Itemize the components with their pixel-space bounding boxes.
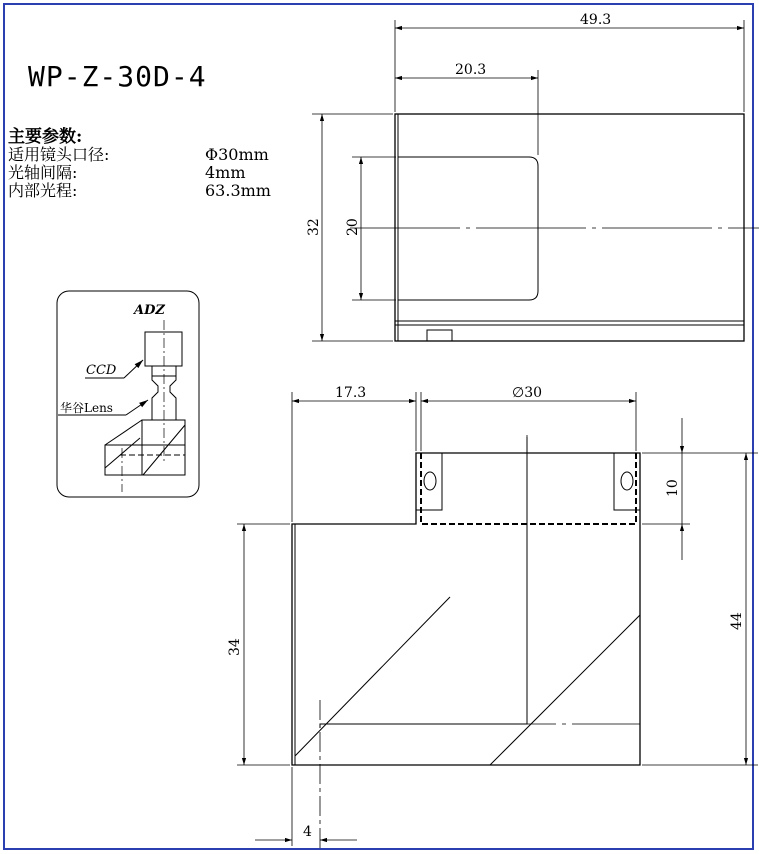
dim-top-height: 32 <box>306 218 322 236</box>
inset-diagram <box>57 291 199 497</box>
front-bore-hidden <box>421 453 636 524</box>
param-value: Φ30mm <box>205 145 269 164</box>
param-value: 4mm <box>205 163 246 182</box>
inset-lens-label: 华谷Lens <box>60 401 113 415</box>
dim-top-inner: 20.3 <box>455 62 487 78</box>
dim-front-body: 34 <box>227 638 243 656</box>
top-view <box>312 20 759 341</box>
front-prism-edge-2 <box>490 615 640 765</box>
front-prism-edge-1 <box>295 597 450 756</box>
inset-prism-upper <box>142 420 185 475</box>
inset-border <box>57 291 199 497</box>
inset-ccd-label: CCD <box>86 363 117 378</box>
front-view <box>237 392 758 850</box>
front-flange-left <box>416 453 442 510</box>
top-view-outline <box>395 114 744 341</box>
front-internal-path <box>320 437 527 728</box>
param-key: 内部光程: <box>8 181 78 200</box>
param-key: 光轴间隔: <box>8 163 78 182</box>
front-hole-left <box>424 472 436 490</box>
param-key: 适用镜头口径: <box>8 145 110 164</box>
front-view-outline <box>292 453 640 765</box>
params-heading: 主要参数: <box>8 127 83 147</box>
inset-title: ADZ <box>134 303 165 318</box>
dim-front-total: 44 <box>729 612 745 630</box>
dim-front-bore: ∅30 <box>512 385 543 401</box>
front-hole-right <box>621 472 633 490</box>
inset-prism-lower <box>105 445 185 475</box>
inset-ccd-block <box>145 332 182 366</box>
top-view-window <box>398 157 538 300</box>
param-value: 63.3mm <box>205 181 271 200</box>
model-title: WP-Z-30D-4 <box>28 60 207 93</box>
dim-front-offset: 4 <box>303 824 312 840</box>
dim-front-left: 17.3 <box>335 385 367 401</box>
dim-front-flange: 10 <box>665 479 681 497</box>
top-view-tab <box>427 330 452 341</box>
dim-top-width: 49.3 <box>580 12 612 28</box>
dim-top-window: 20 <box>345 218 361 236</box>
